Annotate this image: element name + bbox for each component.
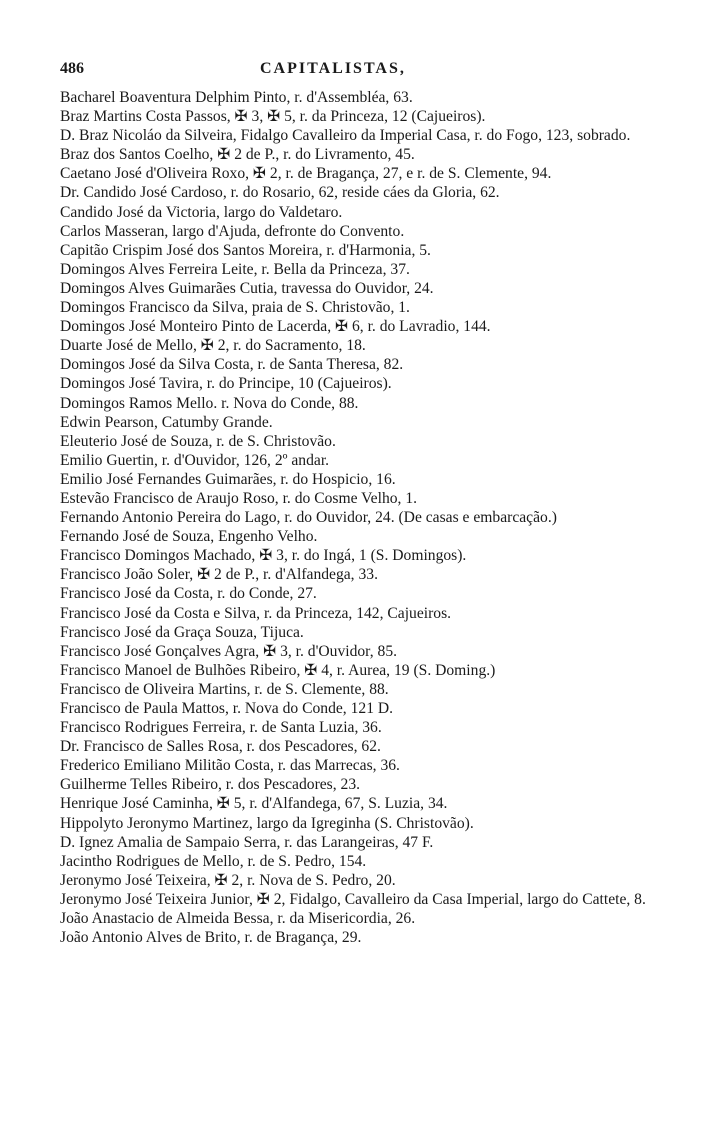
list-item: Francisco de Paula Mattos, r. Nova do Conde, 121 D. — [60, 700, 394, 717]
list-item: Eleuterio José de Souza, r. de S. Christovão. — [60, 432, 336, 450]
list-item: Caetano José d'Oliveira Roxo, ✠ 2, r. de Bragança, 27, e r. de S. Clemente, 94. — [60, 165, 552, 183]
list-item: Braz dos Santos Coelho, ✠ 2 de P., r. do Livramento, 45. — [60, 146, 415, 164]
list-item: Francisco Manoel de Bulhões Ribeiro, ✠ 4, r. Aurea, 19 (S. Doming.) — [60, 661, 496, 679]
list-item: Francisco José da Costa e Silva, r. da Princeza, 142, Cajueiros. — [60, 604, 452, 622]
list-item: Candido José da Victoria, largo do Valdetaro. — [60, 203, 343, 221]
list-item: Francisco José da Costa, r. do Conde, 27. — [60, 585, 317, 603]
list-item: Francisco Rodrigues Ferreira, r. de Santa Luzia, 36. — [60, 719, 382, 737]
list-item: Jacintho Rodrigues de Mello, r. de S. Pedro, 154. — [60, 852, 367, 870]
list-item: Capitão Crispim José dos Santos Moreira, r. d'Harmonia, 5. — [60, 241, 431, 259]
list-item: Dr. Francisco de Salles Rosa, r. dos Pescadores, 62. — [60, 738, 381, 756]
list-item: Carlos Masseran, largo d'Ajuda, defronte do Convento. — [60, 222, 405, 240]
list-item: Fernando Antonio Pereira do Lago, r. do Ouvidor, 24. (De casas e embarcação.) — [60, 509, 557, 527]
list-item: Domingos José Tavira, r. do Principe, 10 (Cajueiros). — [60, 375, 392, 393]
list-item: Francisco Domingos Machado, ✠ 3, r. do Ingá, 1 (S. Domingos). — [60, 547, 467, 565]
page-header — [60, 60, 660, 82]
list-item: João Anastacio de Almeida Bessa, r. da Misericordia, 26. — [60, 910, 416, 928]
list-item: Francisco de Oliveira Martins, r. de S. Clemente, 88. — [60, 680, 389, 698]
list-item: Fernando José de Souza, Engenho Velho. — [60, 528, 318, 546]
list-item: D. Ignez Amalia de Sampaio Serra, r. das Larangeiras, 47 F. — [60, 833, 434, 851]
list-item: Domingos Alves Ferreira Leite, r. Bella da Princeza, 37. — [60, 260, 410, 278]
list-item: Dr. Candido José Cardoso, r. do Rosario, 62, reside cáes da Gloria, 62. — [60, 184, 500, 202]
list-item: Domingos José da Silva Costa, r. de Santa Theresa, 82. — [60, 356, 404, 374]
list-item: Emilio Guertin, r. d'Ouvidor, 126, 2º andar. — [60, 451, 330, 469]
list-item: Bacharel Boaventura Delphim Pinto, r. d'Assembléa, 63. — [60, 89, 413, 106]
list-item: Jeronymo José Teixeira, ✠ 2, r. Nova de S. Pedro, 20. — [60, 871, 396, 889]
list-item: Emilio José Fernandes Guimarães, r. do Hospicio, 16. — [60, 470, 396, 488]
list-item: Francisco José da Graça Souza, Tijuca. — [60, 623, 304, 641]
list-item: Francisco José Gonçalves Agra, ✠ 3, r. d'Ouvidor, 85. — [60, 642, 398, 660]
list-item: Jeronymo José Teixeira Junior, ✠ 2, Fidalgo, Cavalleiro da Casa Imperial, largo do Cattete, 8. — [60, 890, 646, 908]
list-item: D. Braz Nicoláo da Silveira, Fidalgo Cavalleiro da Imperial Casa, r. do Fogo, 123, sobrado. — [60, 127, 631, 145]
list-item: Guilherme Telles Ribeiro, r. dos Pescadores, 23. — [60, 776, 361, 794]
running-head-title: CAPITALISTAS, — [260, 60, 406, 77]
list-item: Estevão Francisco de Araujo Roso, r. do Cosme Velho, 1. — [60, 489, 418, 507]
list-item: Domingos Francisco da Silva, praia de S. Christovão, 1. — [60, 299, 410, 317]
page-number: 486 — [60, 60, 84, 77]
list-item: Duarte José de Mello, ✠ 2, r. do Sacramento, 18. — [60, 337, 366, 355]
list-item: João Antonio Alves de Brito, r. de Bragança, 29. — [60, 929, 362, 947]
list-item: Domingos Ramos Mello. r. Nova do Conde, 88. — [60, 394, 359, 412]
list-item: Domingos José Monteiro Pinto de Lacerda, ✠ 6, r. do Lavradio, 144. — [60, 318, 491, 336]
list-item: Domingos Alves Guimarães Cutia, travessa do Ouvidor, 24. — [60, 279, 434, 297]
list-item: Hippolyto Jeronymo Martinez, largo da Igreginha (S. Christovão). — [60, 814, 474, 832]
list-item: Francisco João Soler, ✠ 2 de P., r. d'Alfandega, 33. — [60, 566, 378, 584]
list-item: Frederico Emiliano Militão Costa, r. das Marrecas, 36. — [60, 757, 400, 775]
list-item: Braz Martins Costa Passos, ✠ 3, ✠ 5, r. da Princeza, 12 (Cajueiros). — [60, 108, 486, 126]
list-item: Henrique José Caminha, ✠ 5, r. d'Alfandega, 67, S. Luzia, 34. — [60, 795, 448, 813]
list-item: Edwin Pearson, Catumby Grande. — [60, 413, 273, 431]
entry-list — [60, 88, 675, 947]
